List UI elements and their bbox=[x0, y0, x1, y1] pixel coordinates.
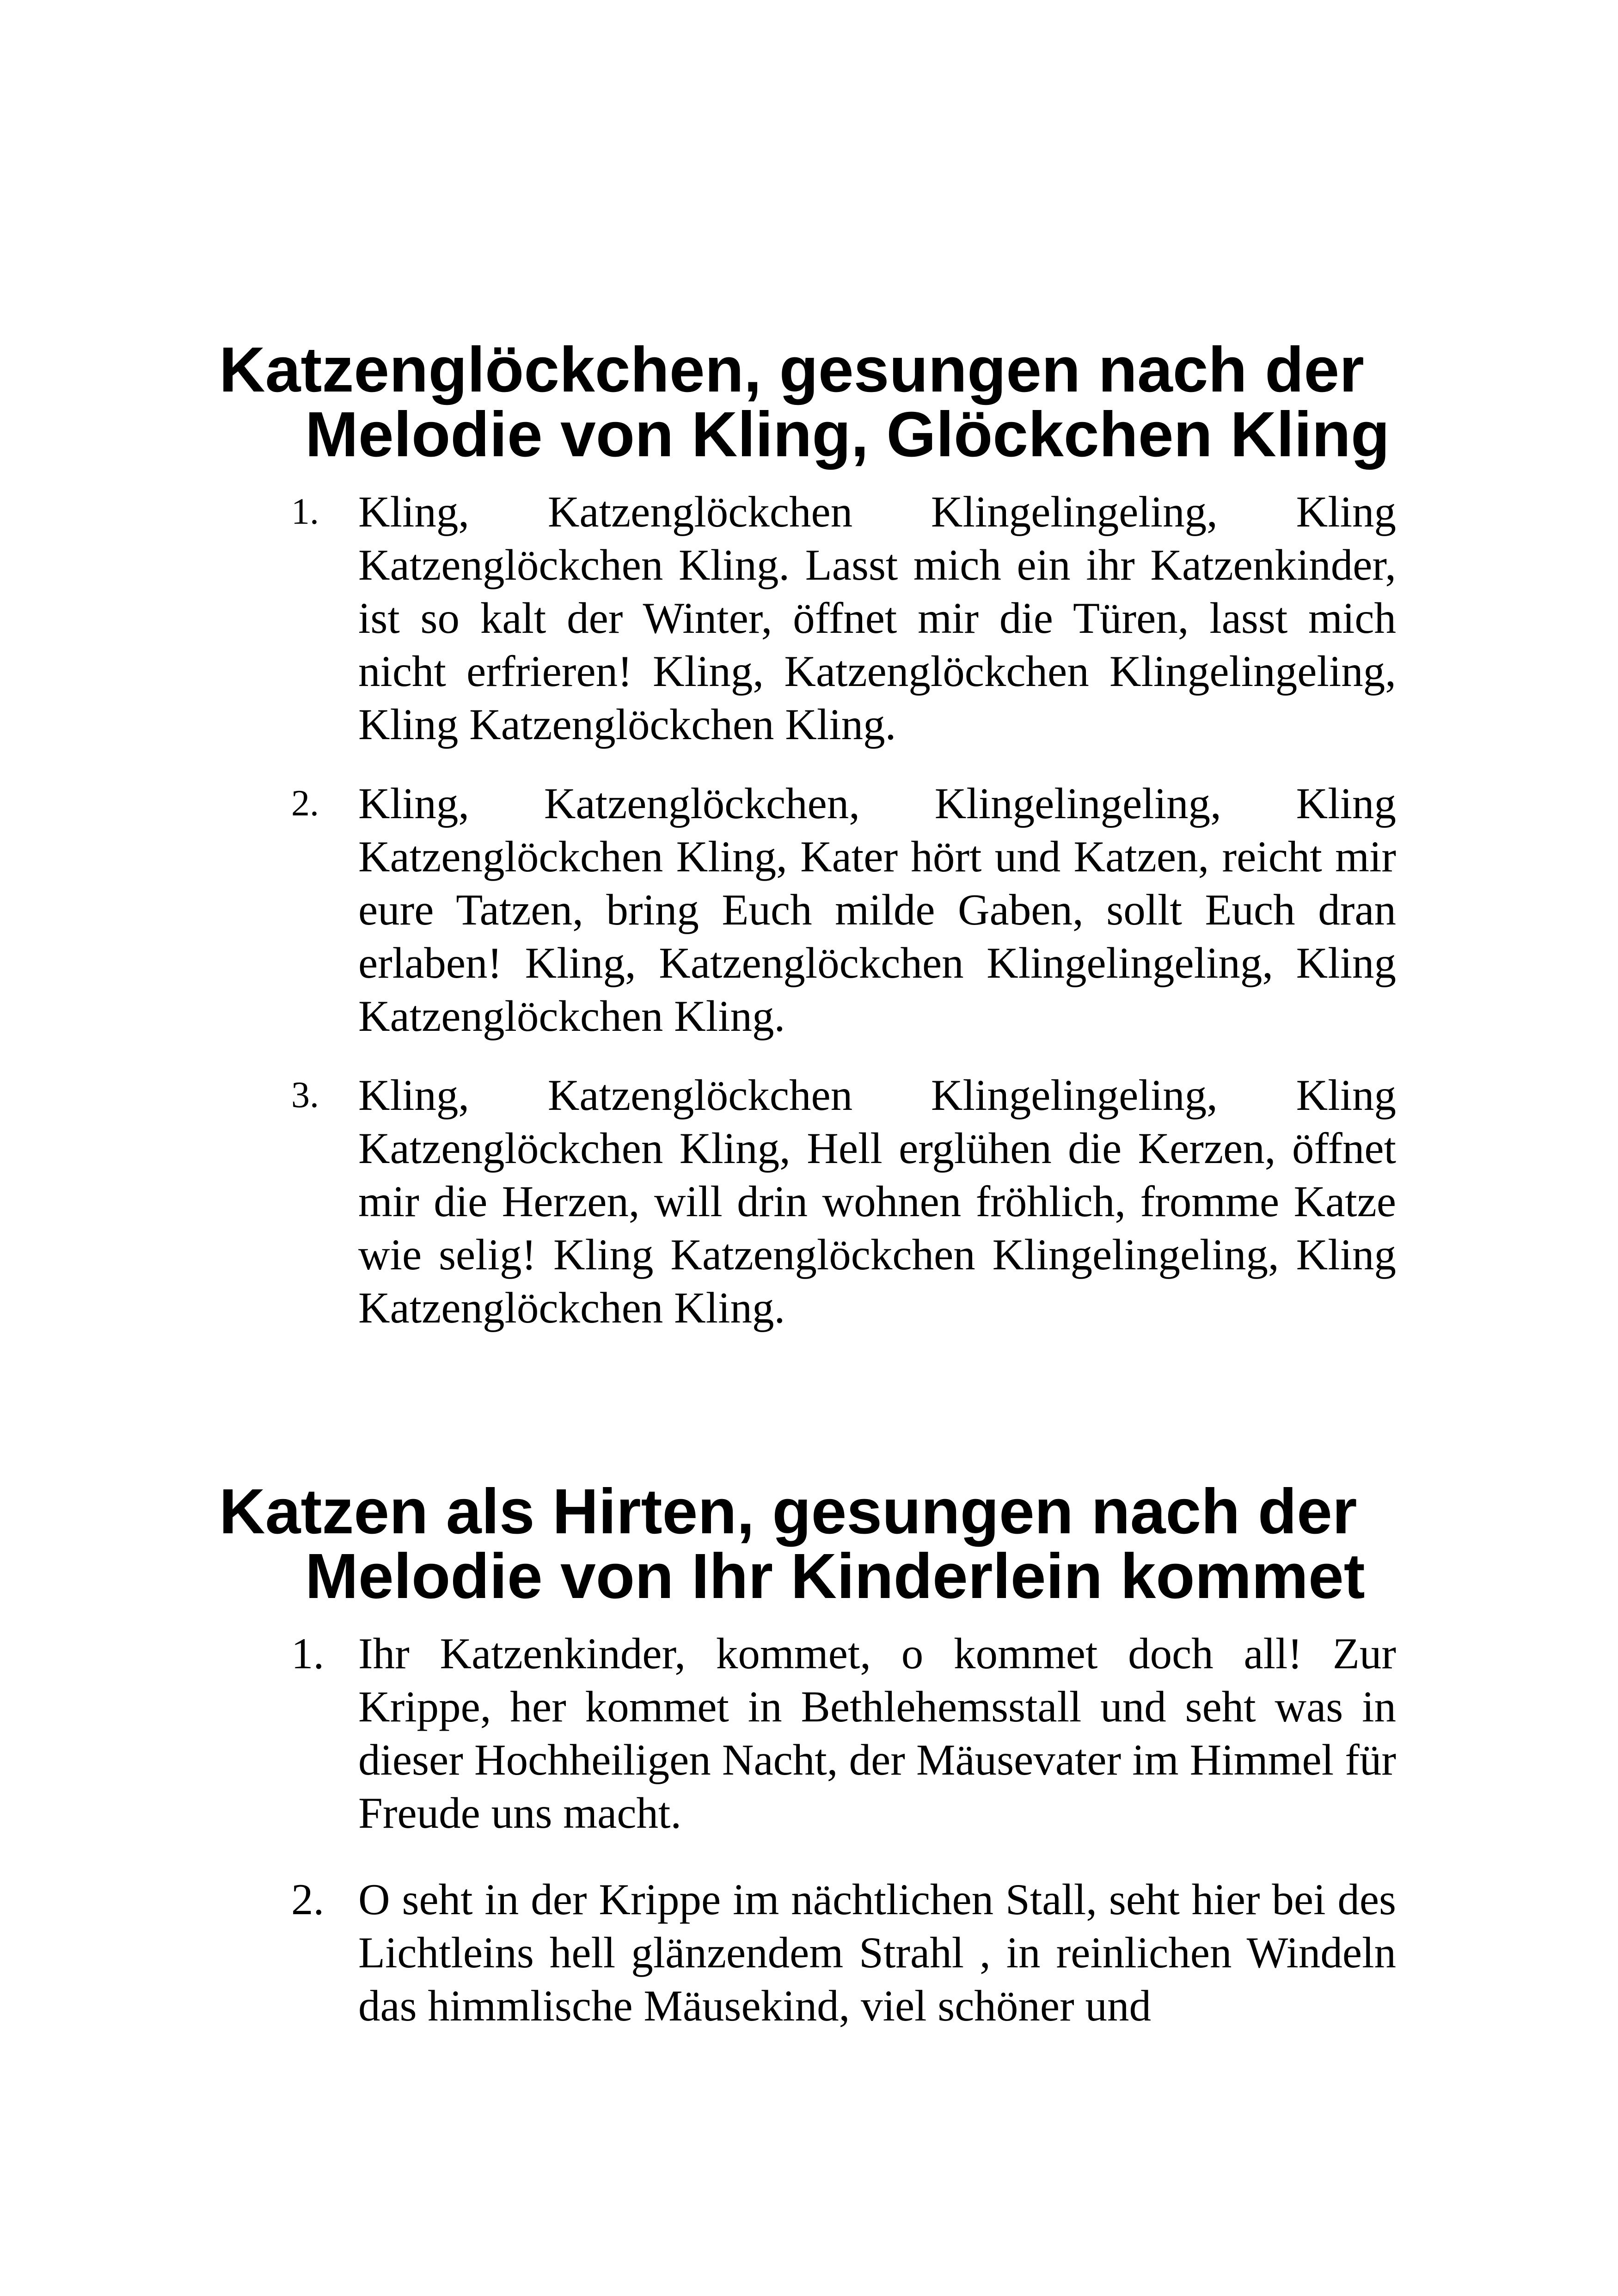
verse-number: 1. bbox=[291, 491, 319, 532]
verse-number: 2. bbox=[291, 783, 319, 824]
song-title: Katzenglöckchen, gesungen nach der Melodie von Kling, Glöckchen Kling bbox=[219, 334, 1390, 470]
verse-item bbox=[291, 777, 1396, 1043]
verse-text: Kling, Katzenglöckchen, Klingelingeling, Kling Katzenglöckchen Kling, Kater hört und Katzen, reicht mir eure Tatzen, bring Euch milde Gaben, sollt Euch dran erlaben! Kling, Katzenglöckchen Klingelingeling, Kling Katzenglöckchen Kling. bbox=[358, 779, 1396, 1041]
verse-number: 1. bbox=[291, 1629, 325, 1678]
verse-item bbox=[291, 1069, 1396, 1335]
song-section bbox=[0, 1476, 1618, 2066]
verse-item bbox=[291, 485, 1396, 751]
verse-list bbox=[0, 1627, 1618, 2033]
verse-list bbox=[0, 485, 1618, 1335]
verse-number: 2. bbox=[291, 1875, 325, 1924]
song-section bbox=[0, 334, 1618, 1360]
verse-text: Kling, Katzenglöckchen Klingelingeling, Kling Katzenglöckchen Kling, Hell erglühen die Kerzen, öffnet mir die Herzen, will drin wohnen fröhlich, fromme Katze wie selig! Kling Katzenglöckchen Klingelingeling, Kling Katzenglöckchen Kling. bbox=[358, 1071, 1396, 1332]
verse-text: Ihr Katzenkinder, kommet, o kommet doch all! Zur Krippe, her kommet in Bethlehemsstall und seht was in dieser Hochheiligen Nacht, der Mäusevater im Himmel für Freude uns macht. bbox=[358, 1629, 1396, 1837]
verse-text: Kling, Katzenglöckchen Klingelingeling, Kling Katzenglöckchen Kling. Lasst mich ein ihr Katzenkinder, ist so kalt der Winter, öffnet mir die Türen, lasst mich nicht erfrieren! Kling, Katzenglöckchen Klingelingeling, Kling Katzenglöckchen Kling. bbox=[358, 487, 1396, 749]
verse-text: O seht in der Krippe im nächtlichen Stall, seht hier bei des Lichtleins hell glänzendem Strahl , in reinlichen Windeln das himmlische Mäusekind, viel schöner und bbox=[358, 1875, 1396, 2030]
verse-item bbox=[291, 1873, 1396, 2033]
verse-number: 3. bbox=[291, 1075, 319, 1115]
verse-item bbox=[291, 1627, 1396, 1840]
song-title: Katzen als Hirten, gesungen nach der Melodie von Ihr Kinderlein kommet bbox=[219, 1476, 1365, 1612]
